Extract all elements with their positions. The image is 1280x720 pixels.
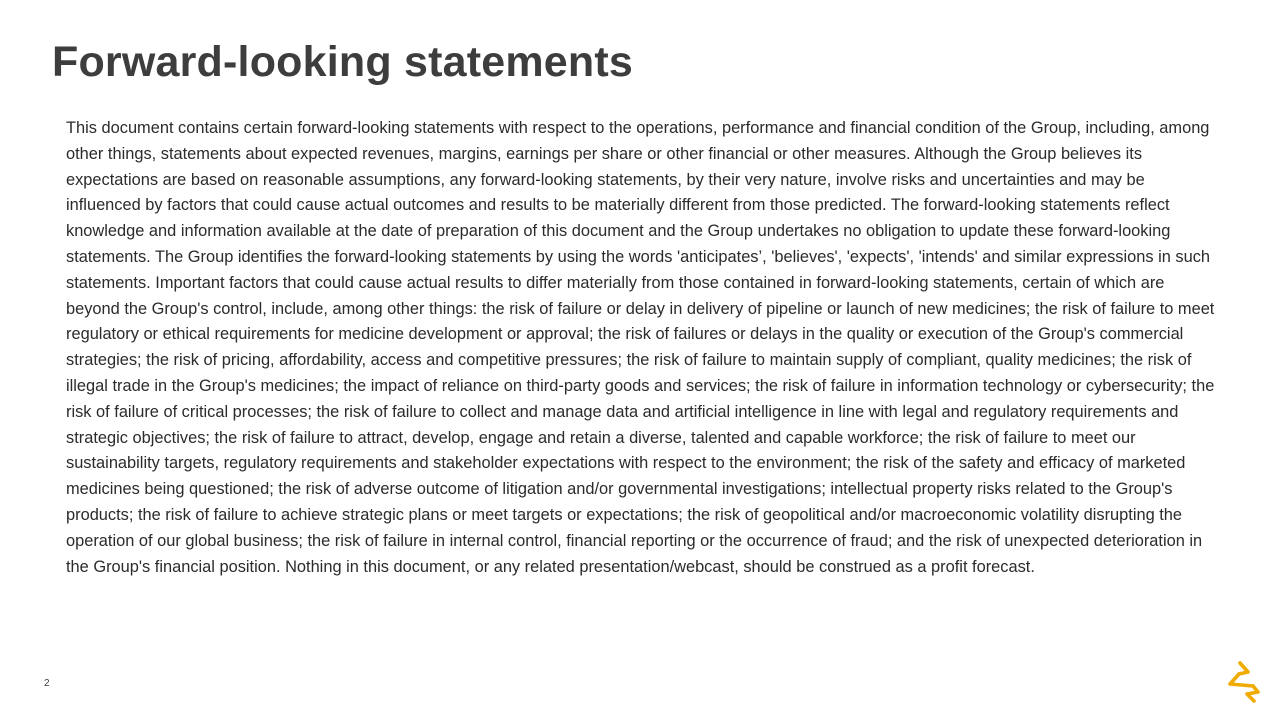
slide-title: Forward-looking statements: [52, 38, 633, 86]
disclaimer-body: This document contains certain forward-looking statements with respect to the operations, performance and financial condition of the Group, including, among other things, statements about expected revenues, margins, earnings per share or other financial or other measures. Although the Group believes its expectations are based on reasonable assumptions, any forward-looking statements, by their very nature, involve risks and uncertainties and may be influenced by factors that could cause actual outcomes and results to be materially different from those predicted. The forward-looking statements reflect knowledge and information available at the date of preparation of this document and the Group undertakes no obligation to update these forward-looking statements. The Group identifies the forward-looking statements by using the words 'anticipates’, 'believes', 'expects', 'intends' and similar expressions in such statements. Important factors that could cause actual results to differ materially from those contained in forward-looking statements, certain of which are beyond the Group's control, include, among other things: the risk of failure or delay in delivery of pipeline or launch of new medicines; the risk of failure to meet regulatory or ethical requirements for medicine development or approval; the risk of failures or delays in the quality or execution of the Group's commercial strategies; the risk of pricing, affordability, access and competitive pressures; the risk of failure to maintain supply of compliant, quality medicines; the risk of illegal trade in the Group's medicines; the impact of reliance on third-party goods and services; the risk of failure in information technology or cybersecurity; the risk of failure of critical processes; the risk of failure to collect and manage data and artificial intelligence in line with legal and regulatory requirements and strategic objectives; the risk of failure to attract, develop, engage and retain a diverse, talented and capable workforce; the risk of failure to meet our sustainability targets, regulatory requirements and stakeholder expectations with respect to the environment; the risk of the safety and efficacy of marketed medicines being questioned; the risk of adverse outcome of litigation and/or governmental investigations; intellectual property risks related to the Group's products; the risk of failure to achieve strategic plans or meet targets or expectations; the risk of geopolitical and/or macroeconomic volatility disrupting the operation of our global business; the risk of failure in internal control, financial reporting or the occurrence of fraud; and the risk of unexpected deterioration in the Group's financial position. Nothing in this document, or any related presentation/webcast, should be construed as a profit forecast.: [66, 119, 1215, 576]
page-number: 2: [44, 678, 50, 689]
brand-logo-icon: [1224, 660, 1264, 704]
